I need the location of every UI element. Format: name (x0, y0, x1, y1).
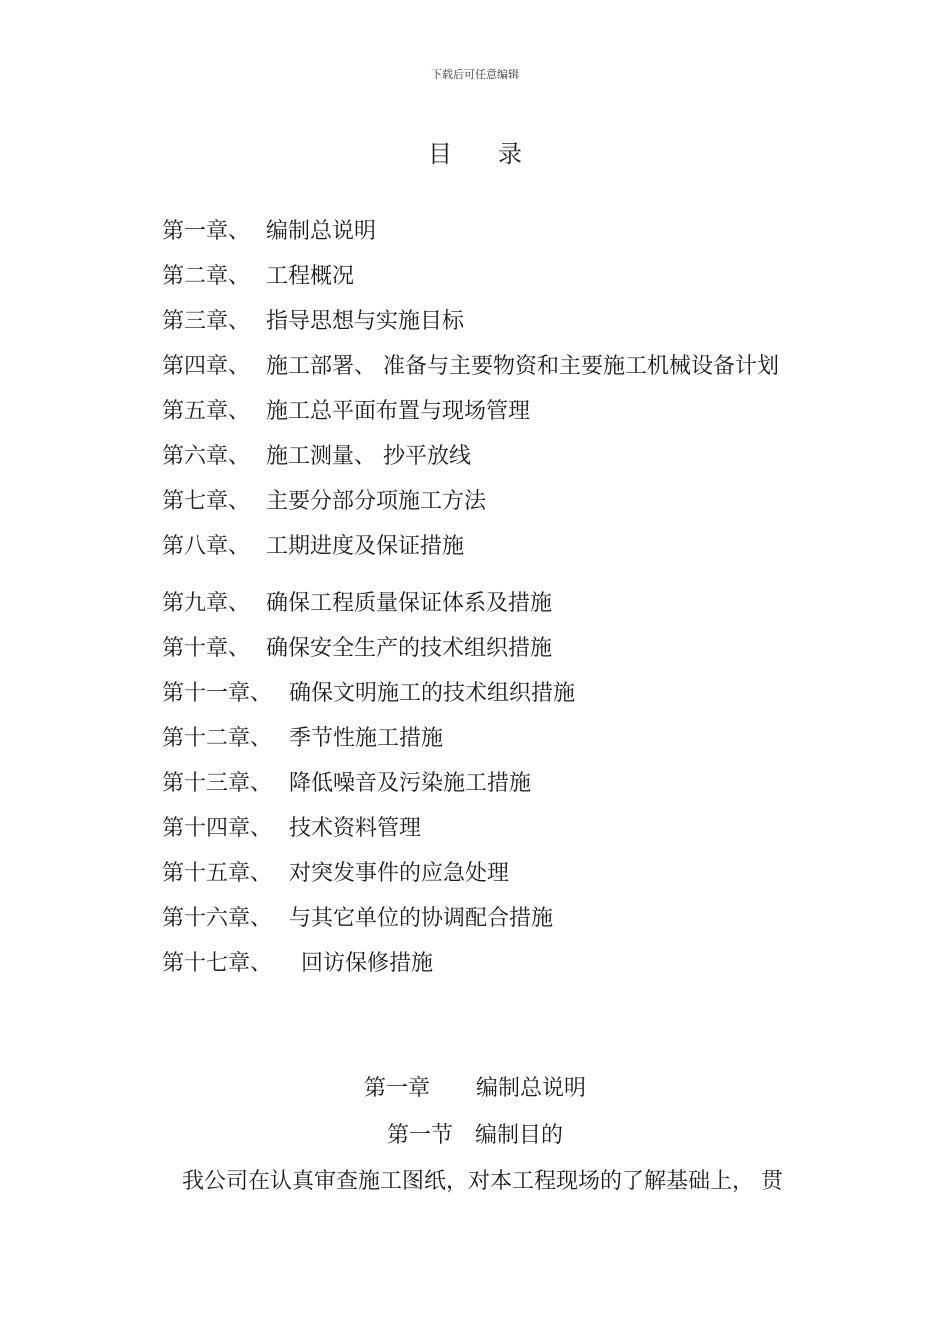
toc-entry (162, 769, 532, 799)
toc-entry-title: 季节性施工措施 (289, 726, 444, 751)
toc-entry-number: 第十三章、 (162, 771, 273, 796)
body-paragraph-line: 我公司在认真审查施工图纸，对本工程现场的了解基础上， 贯 (182, 1169, 783, 1194)
toc-entry-title: 编制总说明 (266, 219, 377, 244)
toc-entry (162, 217, 377, 247)
toc-entry-number: 第二章、 (162, 264, 251, 289)
page-header-note: 下载后可任意编辑 (431, 68, 519, 81)
toc-entry-title: 对突发事件的应急处理 (289, 861, 510, 886)
toc-entry (162, 589, 553, 619)
toc-entry (162, 442, 471, 472)
toc-entry-number: 第十二章、 (162, 726, 273, 751)
toc-entry-number: 第十章、 (162, 636, 251, 661)
toc-entry (162, 307, 465, 337)
toc-entry-title: 施工部署、 准备与主要物资和主要施工机械设备计划 (266, 354, 779, 379)
toc-entry-title: 工程概况 (266, 264, 355, 289)
toc-entry-title: 主要分部分项施工方法 (266, 489, 487, 514)
toc-entry-number: 第十六章、 (162, 906, 273, 931)
toc-entry-number: 第一章、 (162, 219, 251, 244)
toc-entry-number: 第三章、 (162, 309, 251, 334)
section-number: 第一节 (386, 1123, 453, 1148)
toc-entry-title: 回访保修措施 (301, 951, 434, 976)
toc-title-right: 录 (498, 140, 522, 168)
toc-entry-title: 确保文明施工的技术组织措施 (289, 681, 576, 706)
toc-entry (162, 634, 553, 664)
toc-entry-title: 技术资料管理 (289, 816, 422, 841)
toc-entry-number: 第十五章、 (162, 861, 273, 886)
toc-entry-title: 与其它单位的协调配合措施 (289, 906, 554, 931)
chapter-heading (0, 1071, 950, 1102)
toc-entry-title: 降低噪音及污染施工措施 (289, 771, 532, 796)
toc-entry-number: 第十四章、 (162, 816, 273, 841)
toc-entry-number: 第六章、 (162, 444, 251, 469)
section-title: 编制目的 (475, 1123, 564, 1148)
toc-entry (162, 532, 465, 562)
toc-entry-title: 确保安全生产的技术组织措施 (266, 636, 553, 661)
toc-entry (162, 904, 554, 934)
chapter-title: 编制总说明 (476, 1076, 587, 1101)
toc-entry-number: 第十一章、 (162, 681, 273, 706)
toc-entry-title: 施工总平面布置与现场管理 (266, 399, 531, 424)
toc-entry-number: 第四章、 (162, 354, 251, 379)
toc-entry (162, 487, 487, 517)
toc-entry (162, 679, 576, 709)
toc-entry-number: 第九章、 (162, 591, 251, 616)
toc-entry (162, 352, 779, 382)
toc-entry-title: 指导思想与实施目标 (266, 309, 465, 334)
toc-entry (162, 724, 444, 754)
toc-entry-number: 第五章、 (162, 399, 251, 424)
toc-entry-number: 第八章、 (162, 534, 251, 559)
toc-entry-title: 确保工程质量保证体系及措施 (266, 591, 553, 616)
toc-entry-title: 工期进度及保证措施 (266, 534, 465, 559)
toc-entry (162, 814, 422, 844)
toc-entry-title: 施工测量、 抄平放线 (266, 444, 471, 469)
toc-entry (162, 397, 531, 427)
toc-title (0, 134, 950, 169)
toc-entry-number: 第十七章、 (162, 951, 273, 976)
section-heading (0, 1118, 950, 1149)
chapter-number: 第一章 (363, 1076, 430, 1101)
toc-entry-number: 第七章、 (162, 489, 251, 514)
toc-entry (162, 949, 434, 979)
toc-title-left: 目 (428, 140, 452, 168)
toc-entry (162, 262, 355, 292)
toc-entry (162, 859, 510, 889)
